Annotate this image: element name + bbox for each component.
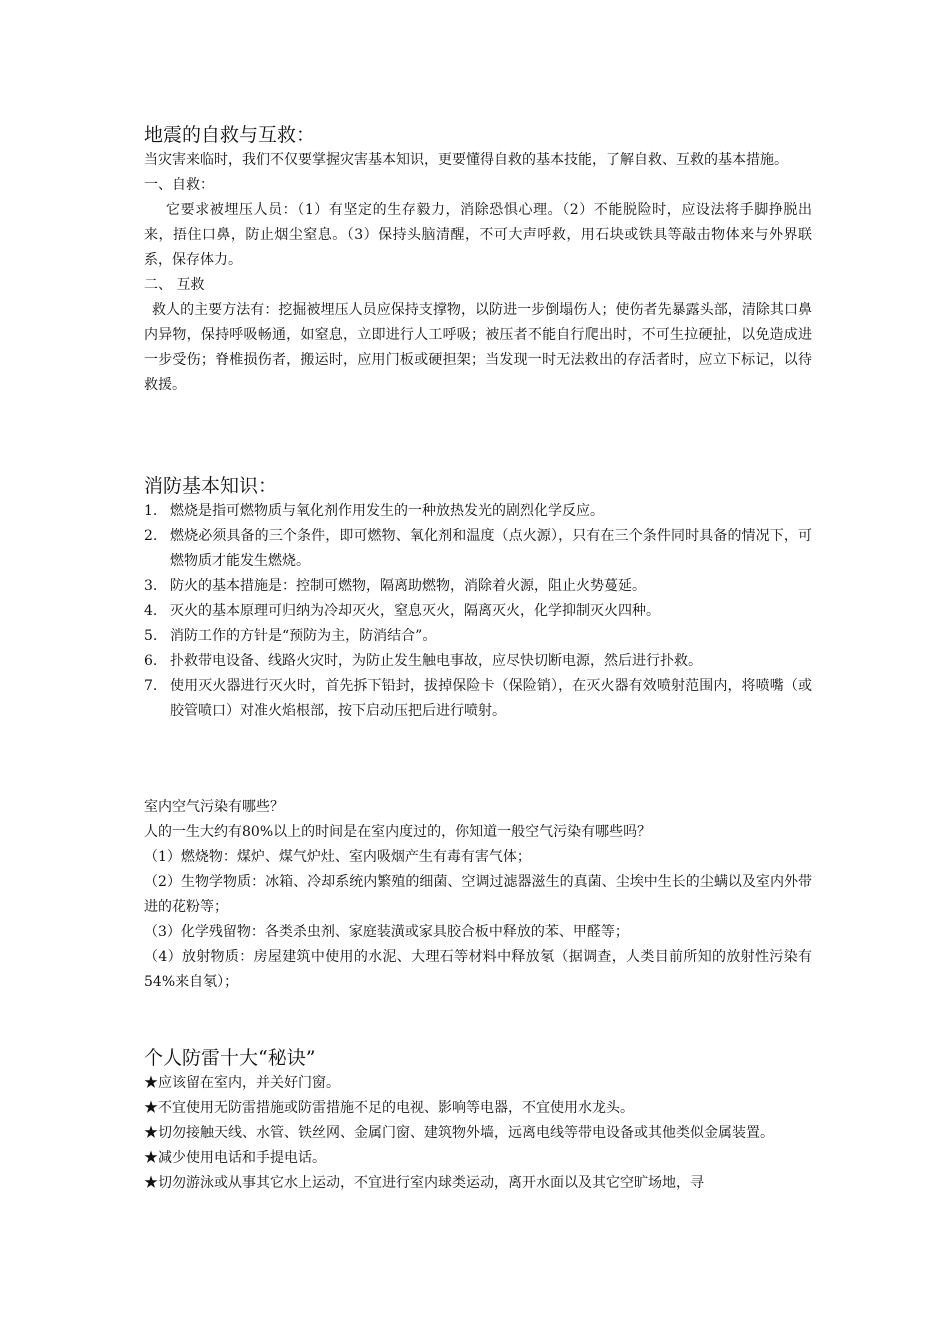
air-title: 室内空气污染有哪些？ <box>144 799 284 815</box>
fire-section <box>144 473 812 724</box>
fire-title: 消防基本知识： <box>144 475 278 497</box>
earthquake-section <box>144 122 812 398</box>
earthquake-title: 地震的自救与互救： <box>144 124 316 146</box>
list-item: ★切勿游泳或从事其它水上运动，不宜进行室内球类运动，离开水面以及其它空旷场地，寻 <box>144 1175 704 1191</box>
earthquake-intro: 当灾害来临时，我们不仅要掌握灾害基本知识，更要懂得自救的基本技能，了解自救、互救的基本措施。 <box>144 152 788 168</box>
fire-list <box>144 499 812 724</box>
list-item: 1. 燃烧是指可燃物质与氧化剂作用发生的一种放热发光的剧烈化学反应。 <box>144 503 604 519</box>
list-item: ★减少使用电话和手提电话。 <box>144 1150 326 1166</box>
list-item: 4. 灭火的基本原理可归纳为冷却灭火，窒息灭火，隔离灭火，化学抑制灭火四种。 <box>144 603 660 619</box>
list-item: 5. 消防工作的方针是“预防为主，防消结合”。 <box>144 628 437 644</box>
list-item: ★不宜使用无防雷措施或防雷措施不足的电视、影响等电器，不宜使用水龙头。 <box>144 1100 634 1116</box>
mutual-rescue-heading: 二、 互救 <box>144 277 205 293</box>
lightning-title: 个人防雷十大“秘诀” <box>144 1047 316 1069</box>
list-item: （2）生物学物质：冰箱、冷却系统内繁殖的细菌、空调过滤器滋生的真菌、尘埃中生长的尘螨以及室内外带进的花粉等； <box>144 874 812 915</box>
list-item: （4）放射物质：房屋建筑中使用的水泥、大理石等材料中释放氡（据调查，人类目前所知的放射性污染有54%来自氡）； <box>144 949 812 990</box>
list-item: （1）燃烧物：煤炉、煤气炉灶、室内吸烟产生有毒有害气体； <box>144 849 531 865</box>
list-item: 7. 使用灭火器进行灭火时，首先拆下铅封，拔掉保险卡（保险销），在灭火器有效喷射范围内，将喷嘴（或胶管喷口）对准火焰根部，按下启动压把后进行喷射。 <box>144 678 812 719</box>
air-section <box>144 795 812 995</box>
self-rescue-heading: 一、自救： <box>144 177 214 193</box>
list-item: 3. 防火的基本措施是：控制可燃物，隔离助燃物，消除着火源，阻止火势蔓延。 <box>144 578 646 594</box>
lightning-section <box>144 1045 812 1196</box>
list-item: 6. 扑救带电设备、线路火灾时，为防止发生触电事故，应尽快切断电源，然后进行扑救。 <box>144 653 702 669</box>
mutual-rescue-text: 救人的主要方法有：挖掘被埋压人员应保持支撑物，以防进一步倒塌伤人；使伤者先暴露头部，清除其口鼻内异物，保持呼吸畅通，如窒息，立即进行人工呼吸；被压者不能自行爬出时，不可生拉硬扯，以免造成进一步受伤；脊椎损伤者，搬运时，应用门板或硬担架；当发现一时无法救出的存活者时，应立下标记，以待救援。 <box>144 302 812 393</box>
list-item: 2. 燃烧必须具备的三个条件，即可燃物、氧化剂和温度（点火源），只有在三个条件同时具备的情况下，可燃物质才能发生燃烧。 <box>144 528 812 569</box>
list-item: （3）化学残留物：各类杀虫剂、家庭装潢或家具胶合板中释放的苯、甲醛等； <box>144 924 629 940</box>
list-item: ★应该留在室内，并关好门窗。 <box>144 1075 340 1091</box>
air-intro: 人的一生大约有80%以上的时间是在室内度过的，你知道一般空气污染有哪些吗？ <box>144 824 652 840</box>
list-item: ★切勿接触天线、水管、铁丝网、金属门窗、建筑物外墙，远离电线等带电设备或其他类似金属装置。 <box>144 1125 774 1141</box>
self-rescue-text: 它要求被埋压人员：（1）有坚定的生存毅力，消除恐惧心理。（2）不能脱险时，应设法将手脚挣脱出来，捂住口鼻，防止烟尘窒息。（3）保持头脑清醒，不可大声呼救，用石块或铁具等敲击物体来与外界联系，保存体力。 <box>144 202 812 268</box>
